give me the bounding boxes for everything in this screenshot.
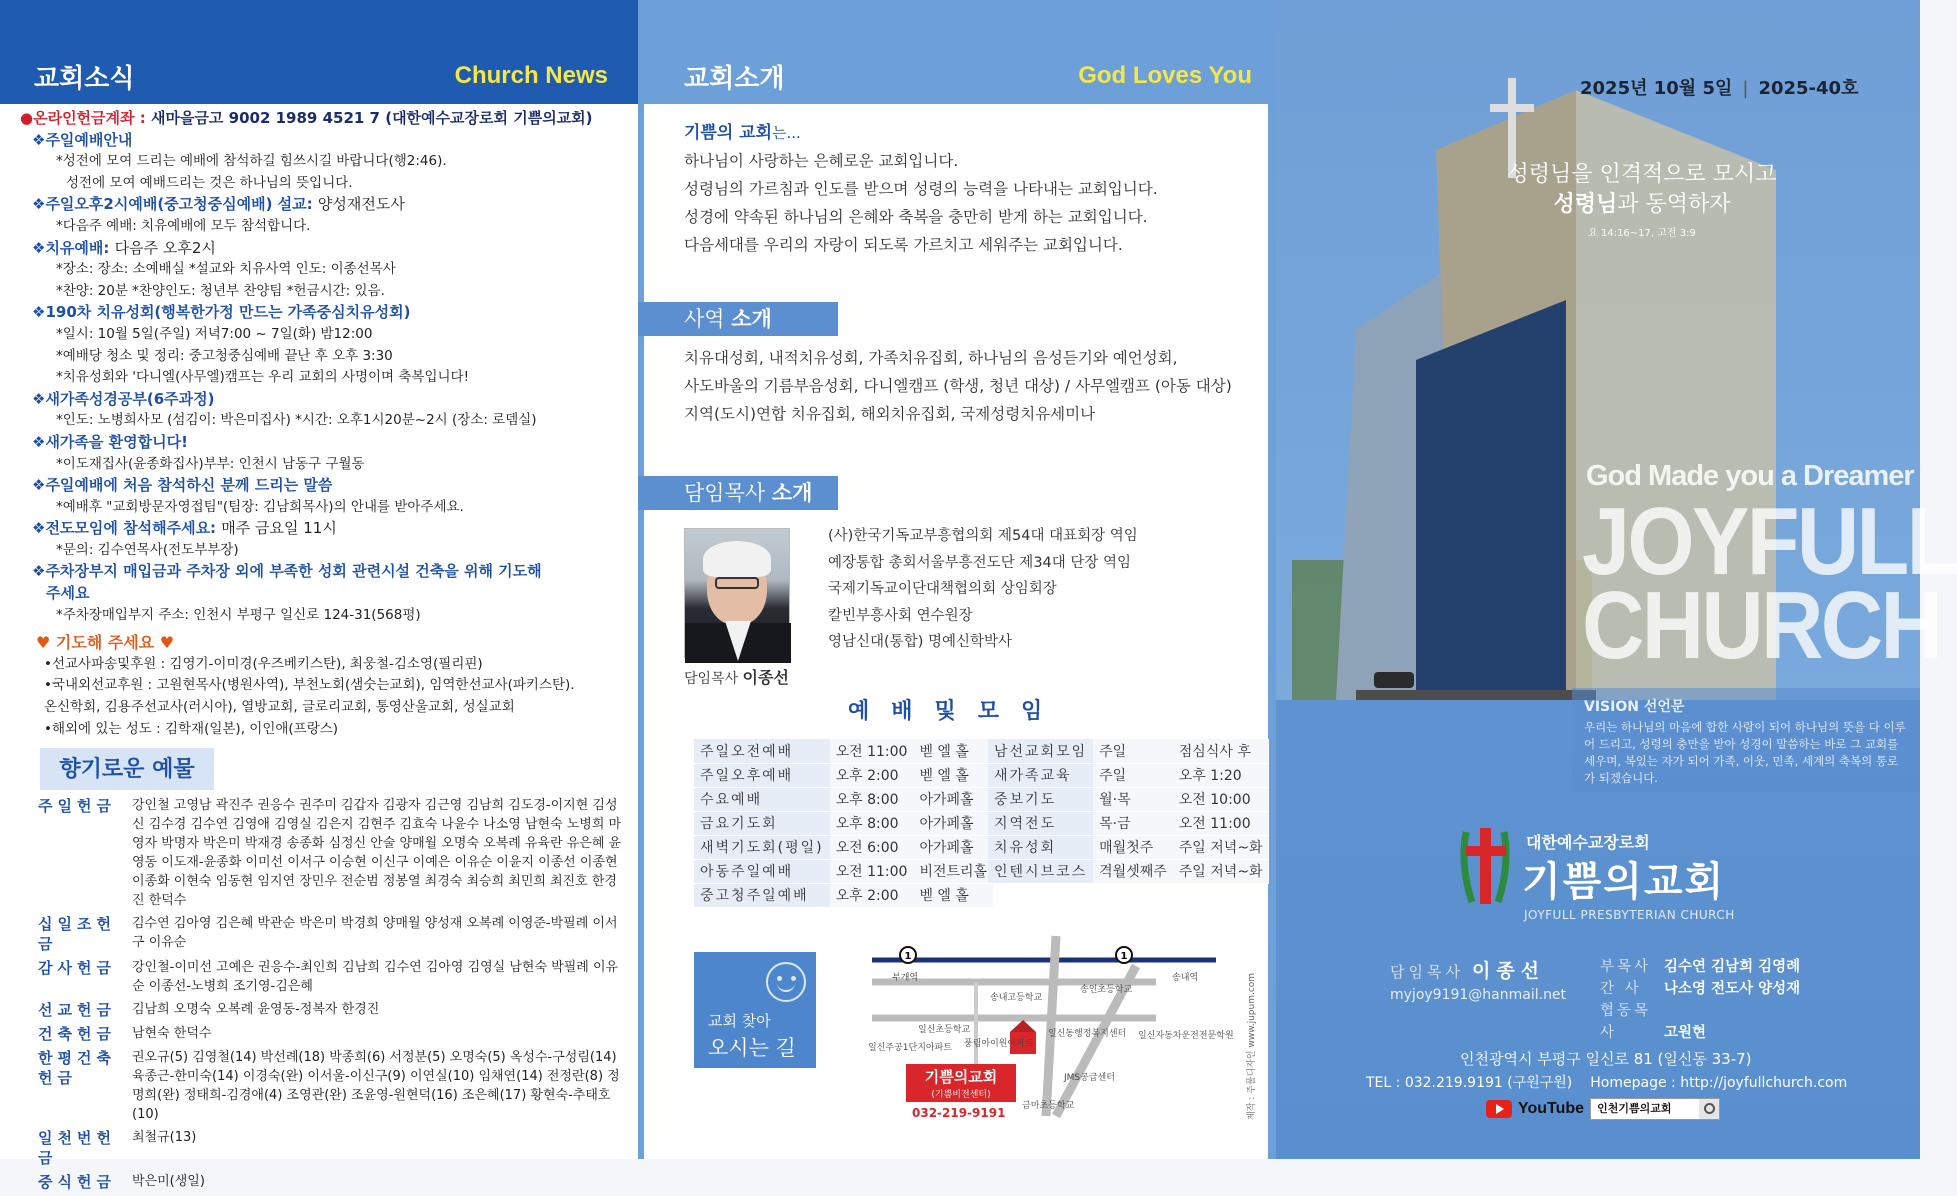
news-heading-text: ❖새가족성경공부(6주과정): [32, 389, 215, 408]
senior-pastor-name: 이종선: [1471, 960, 1546, 982]
meeting-table: [988, 739, 1269, 884]
pastor-cv-item: 국제기독교이단대책협의회 상임회장: [828, 581, 1057, 597]
church-logo-icon: [1458, 826, 1512, 906]
vision-title: VISION 선언문: [1584, 699, 1685, 715]
account-label: ●온라인헌금계좌 :: [20, 109, 151, 127]
map-label: 일신자동차운전전문학원: [1138, 1031, 1234, 1041]
worship-time: 오후 2:00: [830, 763, 914, 787]
news-detail: *문의: 김수연목사(전도부부장): [56, 541, 239, 558]
offering-row: [38, 796, 628, 910]
meeting-day: 월·목: [1093, 787, 1173, 811]
prayer-item: •해외에 있는 성도 : 김학재(일본), 이인애(프랑스): [44, 720, 339, 737]
worship-place: 아가페홀: [913, 811, 993, 835]
slogan-reference: 요 14:16~17, 고전 3:9: [1588, 228, 1696, 239]
intro-line: 다음세대를 우리의 자랑이 되도록 가르치고 세워주는 교회입니다.: [684, 236, 1123, 254]
pastor-tag-a: 담임목사: [684, 481, 772, 505]
worship-place: 비전트리홀: [913, 859, 993, 883]
map-label: 송인초등학교: [1080, 985, 1133, 995]
worship-name: 중고청주일예배: [694, 883, 830, 907]
intro-line: 성경에 약속된 하나님의 은혜와 축복을 충만히 받게 하는 교회입니다.: [684, 208, 1148, 226]
pastor-cv: [828, 523, 1138, 656]
news-detail: *일시: 10월 5일(주일) 저녁7:00 ~ 7일(화) 밤12:00: [56, 325, 373, 342]
meeting-time: 주일 저녁~화: [1173, 859, 1269, 883]
map-church-name: 기쁨의교회: [924, 1068, 998, 1086]
worship-row: [694, 787, 993, 811]
meeting-row: [988, 787, 1269, 811]
offering-names: 남현숙 한덕수: [132, 1026, 212, 1041]
staff-label: 부목사: [1600, 959, 1652, 975]
date-text: 2025년 10월 5일: [1580, 78, 1733, 99]
meeting-time: 오전 11:00: [1173, 811, 1269, 835]
subway-line-number: 1: [1120, 951, 1128, 962]
prayer-list: [20, 654, 620, 740]
offering-label: 선교헌금: [38, 1001, 116, 1019]
meeting-name: 중보기도: [988, 787, 1093, 811]
offering-label: 일천번헌금: [38, 1129, 116, 1167]
issue-number: 2025-40호: [1758, 78, 1859, 99]
news-heading-text: ❖전도모임에 참석해주세요:: [32, 519, 222, 538]
directions-line1: 교회 찾아: [708, 1012, 771, 1030]
worship-title: 예배및모임: [848, 699, 1065, 724]
news-heading: [20, 238, 620, 260]
pastor-photo: [684, 528, 790, 658]
cover-panel: [1276, 0, 1957, 1159]
worship-row: [694, 883, 993, 907]
pastor-caption-name: 이종선: [742, 668, 789, 687]
staff-label: 협동목사: [1600, 1003, 1652, 1041]
news-detail: *다음주 예배: 치유예배에 모두 참석합니다.: [56, 217, 311, 234]
offering-list: [38, 796, 628, 1196]
worship-row: [694, 763, 993, 787]
intro-line: 하나님이 사랑하는 은혜로운 교회입니다.: [684, 152, 959, 170]
pastor-cv-item: 예장통합 총회서울부흥전도단 제34대 단장 역임: [828, 554, 1132, 571]
news-list: [20, 108, 620, 740]
staff-names: 나소영 전도사 양성재: [1664, 981, 1801, 997]
worship-row: [694, 811, 993, 835]
map-label: 일신주공1단지아파트: [868, 1043, 952, 1053]
wordmark-line1: JOYFULL: [1582, 488, 1957, 595]
offering-names: 권오규(5) 김영철(14) 박선례(18) 박종희(6) 서정분(5) 오명숙(5) 옥성수-구성림(14) 육종근-한미숙(14) 이경숙(완) 이서울-이신구(9) 이연실(10) 임채연(14) 전정란(8) 정명희(완) 정태희-김경애(4) 조영관(완) 조윤영-원현덕(16) 조은혜(17) 황현숙-추태호(10): [132, 1050, 620, 1122]
meeting-row: [988, 835, 1269, 859]
vision-statement: [1572, 688, 1920, 792]
news-heading: [20, 389, 620, 411]
map-label: 풍림아이원아파트: [964, 1039, 1034, 1049]
pastor-caption-role: 담임목사: [684, 671, 743, 687]
staff-row: [1600, 956, 1800, 978]
worship-place: 아가페홀: [913, 835, 993, 859]
church-intro-header: [638, 0, 1276, 104]
news-detail: *예배후 "교회방문자영접팀"(팀장: 김남희목사)의 안내를 받아주세요.: [56, 498, 464, 515]
prayer-title: ♥ 기도해 주세요 ♥: [36, 633, 175, 653]
meeting-row: [988, 739, 1269, 763]
slogan-line1: 성령님을 인격적으로 모시고: [1507, 162, 1777, 187]
pastor-cv-item: 칼빈부흥사회 연수원장: [828, 607, 973, 624]
church-news-title-en: Church News: [454, 62, 608, 89]
pastor-glasses: [715, 577, 759, 589]
news-heading-detail: 다음주 오후2시: [114, 238, 216, 257]
worship-place: 벧 엘 홀: [913, 763, 993, 787]
news-heading: [20, 130, 620, 152]
news-heading: [20, 432, 620, 454]
news-heading-text: ❖190차 치유성회(행복한가정 만드는 가족중심치유성회): [32, 303, 411, 322]
meeting-time: 점심식사 후: [1173, 739, 1269, 763]
map-label: 부개역: [892, 973, 919, 983]
offering-label: 주일헌금: [38, 797, 116, 815]
worship-time: 오후 8:00: [830, 787, 914, 811]
map-church-sub: (기쁨비전센터): [931, 1090, 991, 1100]
offering-title: 향기로운 예물: [40, 748, 214, 790]
church-intro-title-ko: 교회소개: [684, 64, 785, 94]
worship-time: 오후 2:00: [830, 883, 914, 907]
senior-pastor-info: [1390, 956, 1566, 1003]
senior-pastor-row: [1390, 956, 1566, 983]
news-heading: [20, 561, 620, 583]
date-separator: |: [1742, 78, 1749, 99]
church-marker-roof: [1010, 1020, 1036, 1032]
offering-label: 건축헌금: [38, 1025, 116, 1043]
meeting-name: 인텐시브코스: [988, 859, 1093, 883]
ministry-lines: [684, 344, 1264, 428]
news-heading-detail: 양성재전도사: [317, 195, 405, 214]
news-heading-text: ❖주차장부지 매입금과 주차장 외에 부족한 성회 관련시설 건축을 위해 기도해: [32, 562, 542, 581]
offering-row: [38, 1128, 628, 1168]
intro-lead-rest: 는...: [772, 124, 801, 142]
meeting-day: 주일: [1093, 739, 1173, 763]
intro-lead-name: 기쁨의 교회: [684, 123, 773, 143]
pastor-hair: [703, 541, 771, 577]
meeting-name: 남선교회모임: [988, 739, 1093, 763]
youtube-channel: [1486, 1098, 1720, 1120]
ministry-tag: [638, 302, 838, 336]
map-label: 일신초등학교: [918, 1025, 971, 1035]
glass-wall: [1416, 300, 1566, 700]
directions-line2: 오시는 길: [708, 1036, 796, 1060]
news-detail: *주차장매입부지 주소: 인천시 부평구 일신로 124-31(568평): [56, 606, 421, 623]
offering-names: 강인철 고영남 곽진주 권응수 권주미 김갑자 김광자 김근영 김남희 김도경-이지현 김성신 김수경 김수연 김영애 김영실 김은지 김현주 김효숙 나윤수 나소영 남현숙 노병희 마영자 박명자 박은미 박재경 송종화 심정신 안술 양매월 오명숙 오복례 유육란 유은혜 윤영동 이도재-윤종화 이미선 이서구 이승현 이신구 이예은 이유순 이윤지 이종선 이종현 이종화 이현숙 임동현 임지연 장민우 전순범 정봉열 최경숙 최승희 최민희 최진호 한경진 한덕수: [132, 798, 622, 908]
map-church-tel: 032-219-9191: [912, 1106, 1006, 1120]
dreamer-tagline: God Made you a Dreamer: [1586, 460, 1914, 492]
ministry-line: 치유대성회, 내적치유성회, 가족치유집회, 하나님의 음성듣기와 예언성회,: [684, 349, 1178, 367]
map-label: 송내고등학교: [990, 993, 1043, 1003]
worship-row: [694, 859, 993, 883]
online-offering-account: [20, 108, 620, 130]
location-map: [866, 936, 1234, 1120]
offering-label: 한평건축헌금: [38, 1049, 116, 1087]
worship-name: 금요기도회: [694, 811, 830, 835]
offering-names: 강인철-이미선 고예은 권응수-최인희 김남희 김수연 김아영 김영실 남현숙 박필례 이유순 이종선-노병희 조기영-김은혜: [132, 960, 619, 994]
worship-time: 오전 6:00: [830, 835, 914, 859]
church-contact: [1366, 1072, 1847, 1092]
meeting-name: 새가족교육: [988, 763, 1093, 787]
pastor-email: myjoy9191@hanmail.net: [1390, 987, 1567, 1003]
logo-cross-horizontal: [1466, 846, 1506, 856]
pastor-tag-b: 소개: [771, 481, 813, 505]
offering-names: 박은미(생일): [132, 1174, 205, 1189]
worship-time: 오전 11:00: [830, 739, 914, 763]
church-homepage: Homepage : http://joyfullchurch.com: [1590, 1075, 1848, 1091]
meeting-name: 지역전도: [988, 811, 1093, 835]
intro-lead: [684, 118, 1244, 143]
staff-list: [1600, 956, 1800, 1044]
intro-lines: [684, 147, 1244, 259]
cross-horizontal-icon: [1490, 104, 1534, 112]
church-name-en: JOYFULL PRESBYTERIAN CHURCH: [1524, 908, 1735, 922]
news-heading: [20, 194, 620, 216]
offering-row: [38, 914, 628, 954]
meeting-time: 오후 1:20: [1173, 763, 1269, 787]
pastor-cv-item: (사)한국기독교부흥협의회 제54대 대표회장 역임: [828, 528, 1138, 544]
worship-place: 벧 엘 홀: [913, 739, 993, 763]
staff-names: 고원현: [1664, 1025, 1707, 1041]
worship-name: 주일오후예배: [694, 763, 830, 787]
news-detail: *이도재집사(윤종화집사)부부: 인천시 남동구 구월동: [56, 455, 365, 472]
youtube-search-box: [1590, 1098, 1720, 1120]
senior-pastor-label: 담임목사: [1390, 963, 1464, 981]
church-phone: TEL : 032.219.9191 (구원구원): [1366, 1075, 1573, 1091]
news-heading-text: ❖주일예배안내: [32, 130, 133, 149]
pastor-caption: [684, 665, 789, 688]
slogan-emph: 성령님: [1553, 192, 1618, 217]
news-detail: *장소: 장소: 소예배실 *설교와 치유사역 인도: 이종선목사: [56, 261, 396, 278]
directions-box: [694, 952, 816, 1068]
church-news-panel: [0, 0, 638, 1191]
church-news-title-ko: 교회소식: [34, 64, 135, 94]
subway-line-number: 1: [904, 951, 912, 962]
slogan-line2: [1472, 190, 1812, 220]
offering-label: 중식헌금: [38, 1173, 116, 1191]
worship-time: 오전 11:00: [830, 859, 914, 883]
panel-border-right: [1268, 104, 1276, 1159]
church-address: 인천광역시 부평구 일신로 81 (일신동 33-7): [1460, 1050, 1752, 1068]
offering-names: 김수연 김아영 김은혜 박관순 박은미 박경희 양매월 양성재 오복례 이영준-박필례 이서구 이유순: [132, 916, 618, 950]
news-detail: *예배당 청소 및 정리: 중고청중심예배 끝난 후 오후 3:30: [56, 347, 393, 364]
staff-names: 김수연 김남희 김영례: [1664, 959, 1801, 975]
news-detail: 성전에 모여 예배드리는 것은 하나님의 뜻입니다.: [66, 174, 353, 191]
staff-label: 간 사: [1600, 981, 1642, 997]
news-heading-text: ❖치유예배:: [32, 238, 115, 257]
news-heading: [20, 302, 620, 324]
youtube-search-text: 인천기쁨의교회: [1597, 1102, 1672, 1115]
news-heading-text: ❖새가족을 환영합니다!: [32, 432, 188, 451]
worship-name: 새벽기도회(평일): [694, 835, 830, 859]
prayer-item: •국내외선교후원 : 고원현목사(병원사역), 부천노회(샘숫는교회), 임역한선교사(파키스탄).: [44, 677, 575, 694]
news-heading-text: ❖주일오후2시예배(중고청중심예배) 설교:: [32, 195, 318, 214]
offering-row: [38, 958, 628, 996]
meeting-row: [988, 763, 1269, 787]
news-heading: [20, 583, 620, 605]
map-label: JMS공급센터: [1064, 1073, 1115, 1083]
prayer-item: 온신학회, 김용주선교사(러시아), 열방교회, 글로리교회, 통영산울교회, 성실교회: [44, 699, 515, 716]
account-value: 새마을금고 9002 1989 4521 7 (대한예수교장로회 기쁨의교회): [150, 109, 593, 127]
worship-name: 주일오전예배: [694, 739, 830, 763]
logo-cross-vertical: [1480, 828, 1491, 904]
pastor-cv-item: 영남신대(통합) 명예신학박사: [828, 634, 1013, 650]
meeting-day: 매월첫주: [1093, 835, 1173, 859]
news-heading-text: 주세요: [46, 584, 90, 603]
meeting-day: 격월셋째주: [1093, 859, 1173, 883]
map-church-box: [906, 1064, 1016, 1102]
news-heading: [20, 518, 620, 540]
news-detail: *찬양: 20분 *찬양인도: 청년부 찬양팀 *헌금시간: 있음.: [56, 282, 385, 299]
meeting-day: 주일: [1093, 763, 1173, 787]
meeting-day: 목·금: [1093, 811, 1173, 835]
meeting-time: 오전 10:00: [1173, 787, 1269, 811]
offering-row: [38, 1172, 628, 1192]
worship-place: 벧 엘 홀: [913, 883, 993, 907]
offering-names: 김남희 오명숙 오복례 윤영동-정복자 한경진: [132, 1002, 380, 1017]
news-heading-text: ❖주일예배에 처음 참석하신 분께 드리는 말씀: [32, 476, 333, 495]
worship-row: [694, 739, 993, 763]
church-news-header: [0, 0, 638, 104]
slogan: [1472, 160, 1812, 239]
news-detail: *성전에 모여 드리는 예배에 참석하길 힘쓰시길 바랍니다(행2:46).: [56, 153, 447, 170]
logo-leaf-left: [1464, 832, 1472, 902]
news-detail: *치유성회와 '다니엘(사무엘)캠프는 우리 교회의 사명이며 축복입니다!: [56, 369, 470, 386]
map-label: 송내역: [1172, 973, 1199, 983]
offering-names: 최철규(13): [132, 1130, 197, 1145]
church-name: 기쁨의교회: [1522, 859, 1726, 905]
worship-row: [694, 835, 993, 859]
joyfull-church-wordmark: [1582, 488, 1957, 679]
offering-row: [38, 1048, 628, 1124]
church-intro: [684, 118, 1244, 259]
map-label: 일신동행정복지센터: [1048, 1029, 1127, 1039]
prayer-item: •선교사파송및후원 : 김영기-이미경(우즈베키스탄), 최웅철-김소영(필리핀): [44, 655, 483, 672]
offering-label: 십일조헌금: [38, 915, 116, 953]
news-heading-detail: 매주 금요일 11시: [221, 519, 337, 538]
offering-row: [38, 1024, 628, 1044]
youtube-wordmark: YouTube: [1518, 1100, 1585, 1117]
meeting-name: 치유성회: [988, 835, 1093, 859]
pastor-tag: [638, 476, 838, 510]
panel-border-left: [638, 104, 644, 1159]
worship-name: 수요예배: [694, 787, 830, 811]
church-intro-title-en: God Loves You: [1078, 62, 1252, 89]
intro-line: 성령님의 가르침과 인도를 받으며 성령의 능력을 나타내는 교회입니다.: [684, 180, 1158, 198]
vision-text: 우리는 하나님의 마음에 합한 사람이 되어 하나님의 뜻을 다 이루어 드리고, 성령의 충만을 받아 성경이 말씀하는 바로 그 교회를 세우며, 복있는 자가 되어 가족, 이웃, 민족, 세계의 축복의 통로가 되겠습니다.: [1584, 720, 1906, 785]
car: [1374, 672, 1414, 688]
search-icon: [1699, 1099, 1719, 1119]
ministry-tag-a: 사역: [684, 307, 732, 331]
worship-time: 오후 8:00: [830, 811, 914, 835]
offering-label: 감사헌금: [38, 959, 116, 977]
church-intro-panel: [638, 0, 1276, 1159]
news-heading: [20, 475, 620, 497]
offering-row: [38, 1000, 628, 1020]
staff-row: [1600, 1000, 1800, 1044]
news-detail: *인도: 노병희사모 (섬김이: 박은미집사) *시간: 오후1시20분~2시 (장소: 로뎀실): [56, 412, 537, 429]
worship-place: 아가페홀: [913, 787, 993, 811]
staff-row: [1600, 978, 1800, 1000]
worship-table: [694, 739, 993, 908]
map-label: 금마초등학교: [1022, 1101, 1075, 1111]
street: [1356, 690, 1596, 700]
denomination: 대한예수교장로회: [1526, 833, 1650, 852]
slogan-rest: 과 동역하자: [1617, 192, 1731, 217]
bulletin-date: [1580, 74, 1858, 100]
meeting-row: [988, 811, 1269, 835]
wordmark-line2: CHURCH: [1582, 572, 1941, 679]
smile-icon: [766, 962, 806, 1002]
youtube-play-icon: [1486, 1100, 1512, 1118]
meeting-row: [988, 859, 1269, 883]
logo-leaf-right: [1498, 832, 1506, 902]
meeting-time: 주일 저녁~화: [1173, 835, 1269, 859]
ministry-tag-b: 소개: [731, 307, 772, 331]
worship-name: 아동주일예배: [694, 859, 830, 883]
ministry-line: 지역(도시)연합 치유집회, 해외치유집회, 국제성령치유세미나: [684, 405, 1096, 423]
ministry-line: 사도바울의 기름부음성회, 다니엘캠프 (학생, 청년 대상) / 사무엘캠프 (아동 대상): [684, 377, 1232, 395]
design-credit: 제작 : 주풀디자인 www.jupum.com: [1247, 972, 1257, 1120]
